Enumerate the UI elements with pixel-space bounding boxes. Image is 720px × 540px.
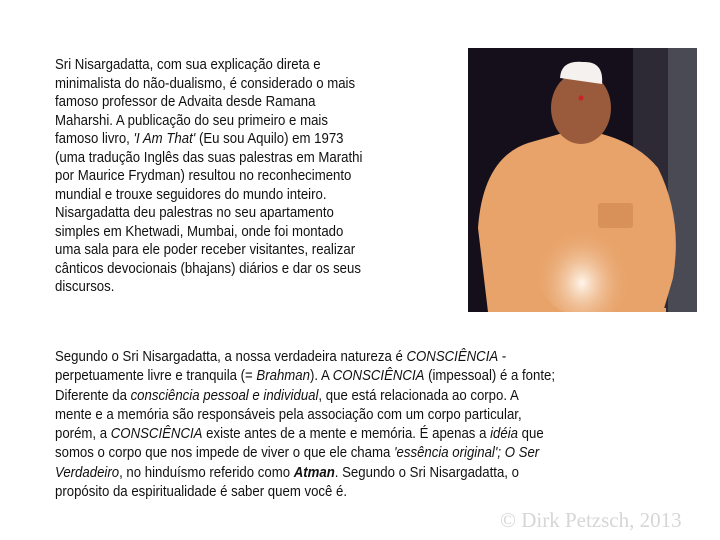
text-line bbox=[55, 75, 362, 94]
text-segment: que bbox=[517, 425, 544, 443]
italic-text: idéia bbox=[490, 425, 518, 443]
text-line bbox=[55, 149, 362, 168]
italic-text: CONSCIÊNCIA bbox=[110, 425, 203, 443]
text-line bbox=[55, 204, 362, 223]
italic-text: 'essência original'; O Ser bbox=[394, 444, 540, 462]
text-segment: simples em Khetwadi, Mumbai, onde foi montado bbox=[55, 222, 344, 240]
text-segment: (uma tradução Inglês das suas palestras em Marathi bbox=[55, 148, 363, 166]
bold-text: Atman bbox=[293, 463, 335, 481]
text-line bbox=[55, 241, 362, 260]
text-line bbox=[55, 443, 555, 462]
text-segment: famoso professor de Advaita desde Ramana bbox=[55, 93, 316, 110]
text-segment: - bbox=[498, 348, 507, 365]
text-segment: mundial e trouxe seguidores do mundo inteiro. bbox=[55, 185, 327, 203]
text-line bbox=[55, 186, 362, 205]
text-segment: propósito da espiritualidade é saber quem você é. bbox=[55, 483, 348, 501]
text-segment: existe antes de a mente e memória. É apenas a bbox=[202, 425, 491, 443]
text-segment: , que está relacionada ao corpo. A bbox=[318, 386, 519, 404]
paragraph-biography bbox=[55, 56, 404, 297]
text-line bbox=[55, 260, 362, 279]
text-line bbox=[55, 482, 555, 501]
text-segment: somos o corpo que nos impede de viver o que ele chama bbox=[55, 444, 395, 462]
italic-text: Verdadeiro bbox=[55, 463, 120, 481]
text-line bbox=[55, 463, 555, 482]
text-segment: mente e a memória são responsáveis pela associação com um corpo particular, bbox=[55, 405, 522, 423]
text-segment: cânticos devocionais (bhajans) diários e dar os seus bbox=[55, 259, 361, 277]
text-segment: . Segundo o Sri Nisargadatta, o bbox=[334, 463, 519, 481]
italic-text: consciência pessoal e individual bbox=[130, 386, 319, 404]
text-segment: Segundo o Sri Nisargadatta, a nossa verdadeira natureza é bbox=[55, 348, 407, 365]
portrait-photo bbox=[468, 48, 697, 312]
text-line bbox=[55, 424, 555, 443]
text-segment: Nisargadatta deu palestras no seu apartamento bbox=[55, 204, 334, 221]
text-segment: (Eu sou Aquilo) em 1973 bbox=[195, 130, 344, 147]
text-segment: famoso livro, bbox=[55, 130, 134, 147]
text-segment: Sri Nisargadatta, com sua explicação direta e bbox=[55, 56, 321, 73]
italic-text: 'I Am That' bbox=[133, 130, 196, 147]
text-segment: por Maurice Frydman) resultou no reconhecimento bbox=[55, 167, 352, 184]
text-line bbox=[55, 56, 362, 75]
text-segment: minimalista do não-dualismo, é considerado o mais bbox=[55, 74, 356, 92]
text-segment: Diferente da bbox=[55, 386, 131, 404]
text-segment: Maharshi. A publicação do seu primeiro e mais bbox=[55, 111, 328, 129]
paragraph-teaching bbox=[55, 347, 623, 501]
text-line bbox=[55, 167, 362, 186]
text-line bbox=[55, 112, 362, 131]
text-line bbox=[55, 130, 362, 149]
text-segment: ). A bbox=[309, 367, 333, 385]
text-segment: (impessoal) é a fonte; bbox=[424, 367, 556, 385]
text-segment: porém, a bbox=[55, 425, 111, 443]
text-line bbox=[55, 366, 555, 385]
copyright-watermark: © Dirk Petzsch, 2013 bbox=[500, 508, 682, 532]
text-segment: , no hinduísmo referido como bbox=[119, 463, 294, 481]
text-segment: discursos. bbox=[55, 278, 115, 295]
text-line bbox=[55, 223, 362, 242]
italic-text: CONSCIÊNCIA bbox=[332, 367, 425, 385]
text-line bbox=[55, 347, 555, 366]
italic-text: Brahman bbox=[256, 367, 310, 385]
italic-text: CONSCIÊNCIA bbox=[406, 348, 499, 365]
text-line bbox=[55, 386, 555, 405]
text-line bbox=[55, 93, 362, 112]
text-line bbox=[55, 405, 555, 424]
text-segment: uma sala para ele poder receber visitantes, realizar bbox=[55, 241, 356, 258]
text-segment: perpetuamente livre e tranquila (= bbox=[55, 367, 257, 385]
text-line bbox=[55, 278, 362, 297]
